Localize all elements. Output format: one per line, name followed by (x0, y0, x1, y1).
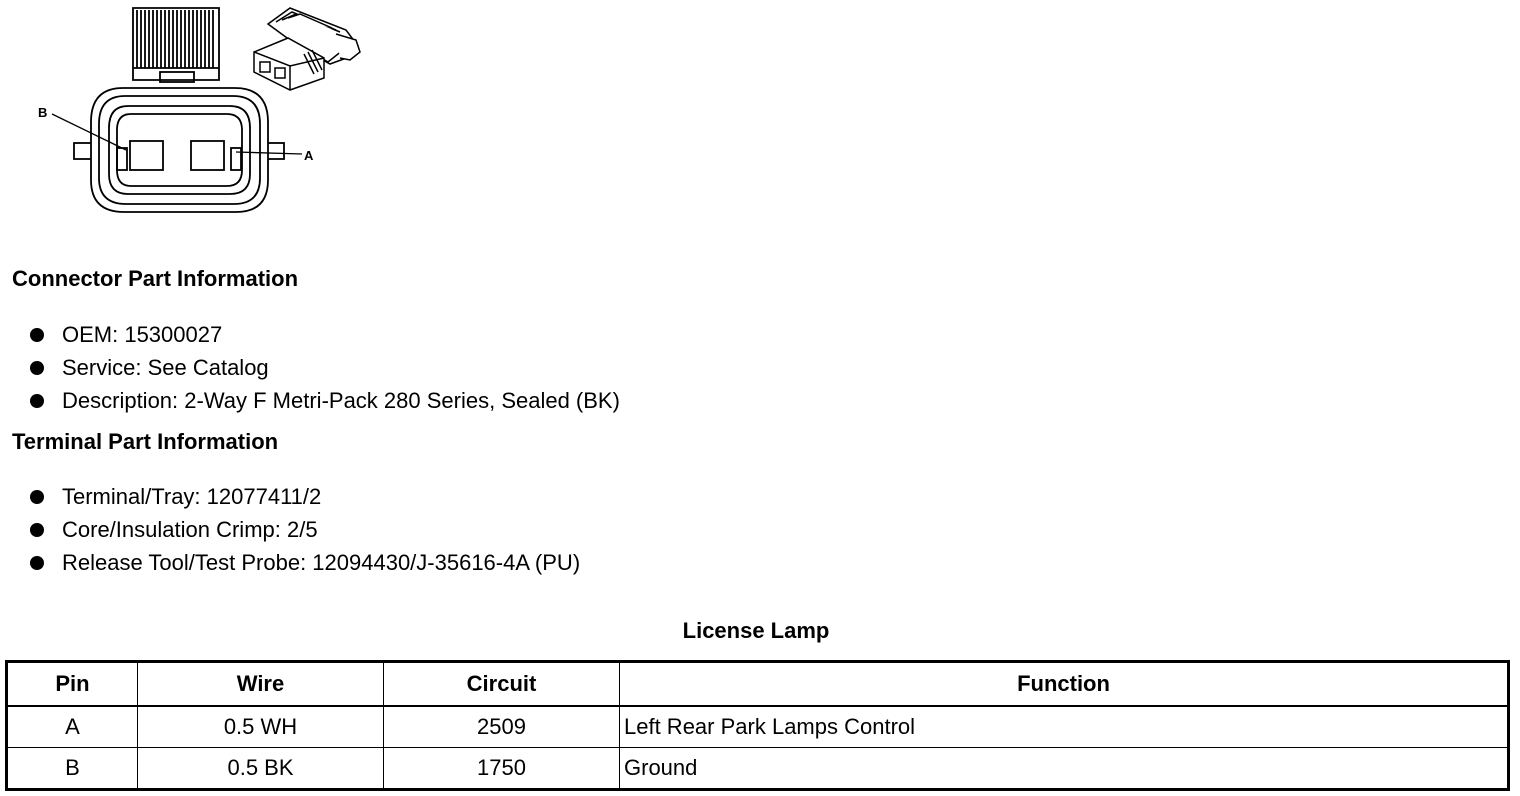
terminal-info-list (28, 480, 580, 579)
cell-pin: A (7, 706, 138, 748)
list-item (28, 318, 620, 351)
bullet-icon (30, 361, 44, 375)
terminal-info-heading: Terminal Part Information (12, 429, 279, 454)
bullet-icon (30, 394, 44, 408)
column-header-wire: Wire (138, 662, 384, 707)
cell-pin: B (7, 748, 138, 790)
connector-face-drawing (0, 0, 380, 225)
column-header-pin: Pin (7, 662, 138, 707)
list-item-text: Description: 2-Way F Metri-Pack 280 Series, Sealed (BK) (62, 388, 620, 413)
list-item (28, 351, 620, 384)
list-item (28, 513, 580, 546)
list-item (28, 384, 620, 417)
connector-info-list (28, 318, 620, 417)
list-item-text: OEM: 15300027 (62, 322, 223, 347)
list-item (28, 480, 580, 513)
column-header-function: Function (620, 662, 1509, 707)
list-item-text: Service: See Catalog (62, 355, 269, 380)
cell-wire: 0.5 WH (138, 706, 384, 748)
list-item-text: Terminal/Tray: 12077411/2 (62, 484, 322, 509)
cell-function: Ground (620, 748, 1509, 790)
table-header-row (7, 662, 1509, 707)
bullet-icon (30, 490, 44, 504)
pin-b-label: B (38, 105, 48, 120)
connector-isometric-drawing (254, 8, 360, 90)
pin-a-label: A (304, 148, 314, 163)
column-header-circuit: Circuit (384, 662, 620, 707)
bullet-icon (30, 556, 44, 570)
list-item-text: Core/Insulation Crimp: 2/5 (62, 517, 318, 542)
pinout-table (5, 660, 1510, 791)
cell-function: Left Rear Park Lamps Control (620, 706, 1509, 748)
table-row (7, 706, 1509, 748)
bullet-icon (30, 328, 44, 342)
table-row (7, 748, 1509, 790)
cell-wire: 0.5 BK (138, 748, 384, 790)
table-title: License Lamp (682, 618, 830, 643)
connector-info-heading: Connector Part Information (12, 266, 299, 291)
list-item-text: Release Tool/Test Probe: 12094430/J-35616-4A (PU) (62, 550, 581, 575)
cell-circuit: 1750 (384, 748, 620, 790)
list-item (28, 546, 580, 579)
bullet-icon (30, 523, 44, 537)
connector-diagram (0, 0, 380, 225)
cell-circuit: 2509 (384, 706, 620, 748)
